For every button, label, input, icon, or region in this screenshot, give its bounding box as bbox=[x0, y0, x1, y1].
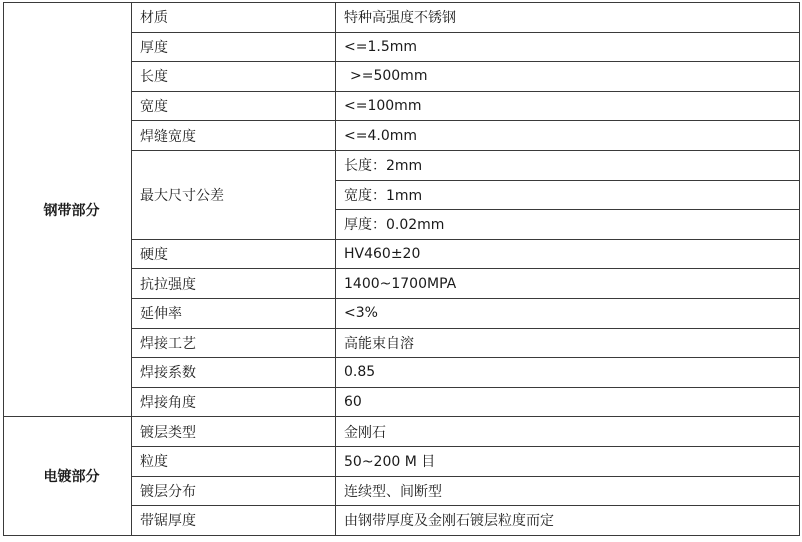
param-name: 镀层类型 bbox=[132, 417, 336, 447]
param-value: 宽度：1mm bbox=[336, 180, 800, 210]
param-name: 镀层分布 bbox=[132, 476, 336, 506]
param-value: <3% bbox=[336, 298, 800, 328]
param-name: 带锯厚度 bbox=[132, 506, 336, 536]
param-value: <=1.5mm bbox=[336, 32, 800, 62]
param-value-text: >=500mm bbox=[350, 68, 428, 85]
param-value: 厚度：0.02mm bbox=[336, 210, 800, 240]
param-value: 长度：2mm bbox=[336, 150, 800, 180]
param-value: 特种高强度不锈钢 bbox=[336, 3, 800, 33]
param-value: 1400~1700MPA bbox=[336, 269, 800, 299]
param-value: 高能束自溶 bbox=[336, 328, 800, 358]
param-name: 最大尺寸公差 bbox=[132, 150, 336, 239]
param-name: 延伸率 bbox=[132, 298, 336, 328]
param-name: 硬度 bbox=[132, 239, 336, 269]
param-value bbox=[336, 62, 800, 92]
param-name: 厚度 bbox=[132, 32, 336, 62]
param-name: 长度 bbox=[132, 62, 336, 92]
group-label: 电镀部分 bbox=[4, 417, 132, 535]
table-row bbox=[4, 3, 800, 33]
param-name: 宽度 bbox=[132, 91, 336, 121]
param-name: 焊接系数 bbox=[132, 358, 336, 388]
param-value: <=4.0mm bbox=[336, 121, 800, 151]
table-row bbox=[4, 417, 800, 447]
param-value: 60 bbox=[336, 387, 800, 417]
param-name: 焊接工艺 bbox=[132, 328, 336, 358]
param-name: 材质 bbox=[132, 3, 336, 33]
param-name: 粒度 bbox=[132, 446, 336, 476]
param-name: 抗拉强度 bbox=[132, 269, 336, 299]
param-value: 由钢带厚度及金刚石镀层粒度而定 bbox=[336, 506, 800, 536]
group-label: 钢带部分 bbox=[4, 3, 132, 417]
param-value: <=100mm bbox=[336, 91, 800, 121]
param-value: 50~200 M 目 bbox=[336, 446, 800, 476]
param-value: HV460±20 bbox=[336, 239, 800, 269]
param-value: 连续型、间断型 bbox=[336, 476, 800, 506]
param-name: 焊接角度 bbox=[132, 387, 336, 417]
param-value: 金刚石 bbox=[336, 417, 800, 447]
param-value: 0.85 bbox=[336, 358, 800, 388]
spec-table bbox=[3, 2, 800, 536]
param-name: 焊缝宽度 bbox=[132, 121, 336, 151]
